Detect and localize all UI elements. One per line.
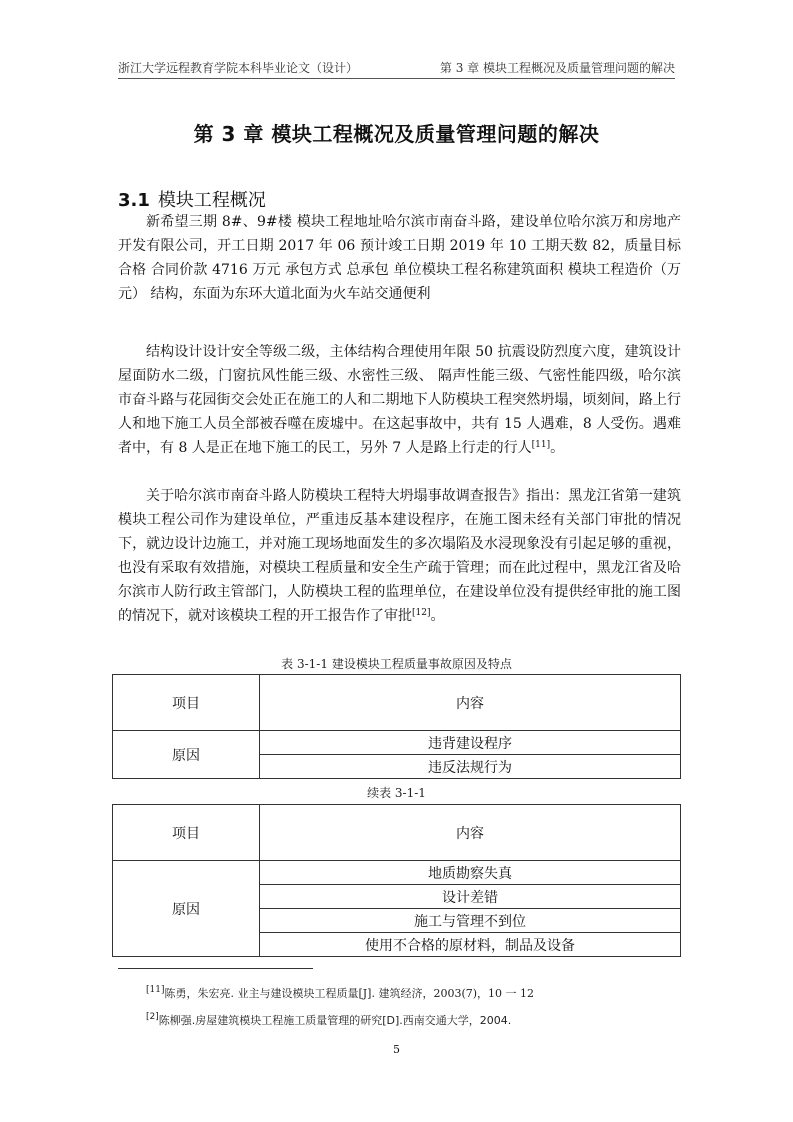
section-number: 3.1 [118,190,150,211]
section-title: 模块工程概况 [157,190,266,211]
table-1-row-label: 原因 [113,731,260,779]
citation-12: [12] [412,608,431,618]
table-2-caption: 续表 3-1-1 [367,786,426,800]
footnote-1 [146,985,534,1001]
header-left: 浙江大学远程教育学院本科毕业论文（设计） [118,61,359,75]
table-1-col2-header: 内容 [260,675,681,731]
footnote-2-mark: [2] [146,1012,159,1022]
paragraph-3-end: 。 [430,608,445,624]
table-cell: 地质勘察失真 [260,861,681,885]
paragraph-3-body: 关于哈尔滨市南奋斗路人防模块工程特大坍塌事故调查报告》指出：黑龙江省第一建筑模块工程公司作为建设单位，严重违反基本建设程序，在施工图未经有关部门审批的情况下，就边设计边施工，并对施工现场地面发生的多次塌陷及水浸现象没有引起足够的重视，也没有采取有效措施，对模块工程质量和安全生产疏于管理；而在此过程中，黑龙江省及哈尔滨市人防行政主管部门，人防模块工程的监理单位，在建设单位没有提供经审批的施工图的情况下，就对该模块工程的开工报告作了审批 [118,488,681,624]
table-row [113,861,681,885]
paragraph-2-body: 结构设计设计安全等级二级，主体结构合理使用年限 50 抗震设防烈度六度，建筑设计屋面防水二级，门窗抗风性能三级、水密性三级、 隔声性能三级、气密性能四级，哈尔滨市奋斗路与花园街交会处正在施工的人和二期地下人防模块工程突然坍塌，顷刻间，路上行人和地下施工人员全部被吞噬在废墟中。在这起事故中，共有 15 人遇难，8 人受伤。遇难者中，有 8 人是正在地下施工的民工，另外 7 人是路上行走的行人 [118,344,681,456]
paragraph-3 [118,484,681,628]
paragraph-2 [118,340,681,460]
chapter-title: 第 3 章 模块工程概况及质量管理问题的解决 [193,122,600,146]
footnote-divider [118,968,313,969]
table-cell: 违反法规行为 [260,755,681,779]
page-header [118,54,675,79]
table-1-col1-header: 项目 [113,675,260,731]
table-1-caption: 表 3-1-1 建设模块工程质量事故原因及特点 [281,657,512,671]
footnote-2-text: 陈柳强.房屋建筑模块工程施工质量管理的研究[D].西南交通大学，2004. [158,1014,512,1027]
table-2 [112,804,681,957]
paragraph-2-end: 。 [550,440,565,456]
page-number: 5 [393,1043,400,1056]
table-2-col1-header: 项目 [113,805,260,861]
citation-11: [11] [531,440,551,450]
table-cell: 设计差错 [260,885,681,909]
table-cell: 使用不合格的原材料，制品及设备 [260,933,681,957]
paragraph-2-text [118,340,681,460]
paragraph-1 [118,210,681,306]
footnote-2 [146,1012,511,1028]
paragraph-3-text [118,484,681,628]
section-heading [118,186,266,212]
header-right: 第 3 章 模块工程概况及质量管理问题的解决 [439,61,675,75]
table-2-row-label: 原因 [113,861,260,957]
table-cell: 违背建设程序 [260,731,681,755]
paragraph-1-text: 新希望三期 8#、9#楼 模块工程地址哈尔滨市南奋斗路，建设单位哈尔滨万和房地产开发有限公司，开工日期 2017 年 06 预计竣工日期 2019 年 10 工期天数 82，质量目标合格 合同价款 4716 万元 承包方式 总承包 单位模块工程名称建筑面积 模块工程造价（万元） 结构，东面为东环大道北面为火车站交通便利 [118,214,681,302]
footnote-1-mark: [11] [146,985,165,995]
table-2-col2-header: 内容 [260,805,681,861]
table-1 [112,674,681,779]
table-2-header-row [113,805,681,861]
table-cell: 施工与管理不到位 [260,909,681,933]
table-1-header-row [113,675,681,731]
footnote-1-text: 陈勇，朱宏亮. 业主与建设模块工程质量[J]. 建筑经济，2003(7)，10 一 12 [164,987,535,1000]
table-row [113,731,681,755]
